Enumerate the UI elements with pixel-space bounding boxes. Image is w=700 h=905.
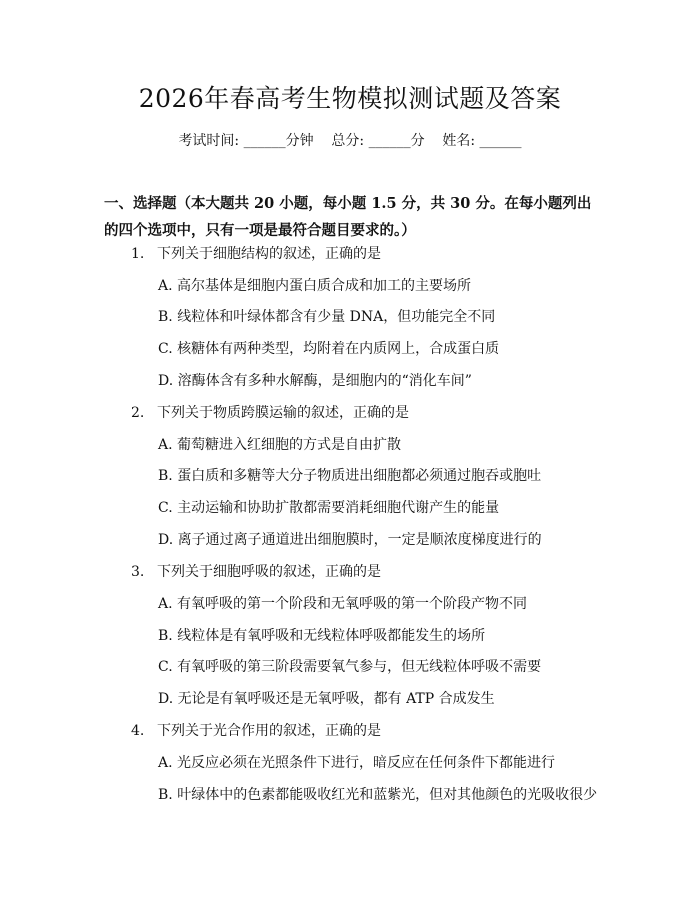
option-d: D. 溶酶体含有多种水解酶，是细胞内的“消化车间”: [158, 373, 472, 389]
option-c: C. 核糖体有两种类型，均附着在内质网上，合成蛋白质: [158, 341, 500, 357]
option-c: C. 有氧呼吸的第三阶段需要氧气参与，但无线粒体呼吸不需要: [158, 659, 542, 675]
question-text: 下列关于细胞呼吸的叙述，正确的是: [157, 564, 381, 580]
question-text: 下列关于物质跨膜运输的叙述，正确的是: [157, 405, 409, 421]
option-b: B. 线粒体和叶绿体都含有少量 DNA，但功能完全不同: [158, 309, 496, 325]
option-c: C. 主动运输和协助扩散都需要消耗细胞代谢产生的能量: [158, 500, 500, 516]
question-number: 2.: [131, 405, 145, 421]
question-stem: [131, 244, 381, 264]
question-number: 3.: [131, 564, 145, 580]
question-text: 下列关于光合作用的叙述，正确的是: [157, 723, 381, 739]
question-stem: [131, 562, 381, 582]
question-text: 下列关于细胞结构的叙述，正确的是: [157, 246, 381, 262]
option-b: B. 蛋白质和多糖等大分子物质进出细胞都必须通过胞吞或胞吐: [158, 468, 542, 484]
question-number: 1.: [131, 246, 145, 262]
page-title: 2026年春高考生物模拟测试题及答案: [138, 84, 562, 113]
question-stem: [131, 721, 381, 741]
option-b: B. 叶绿体中的色素都能吸收红光和蓝紫光，但对其他颜色的光吸收很少: [158, 787, 598, 803]
option-d: D. 无论是有氧呼吸还是无氧呼吸，都有 ATP 合成发生: [158, 691, 495, 707]
option-a: A. 葡萄糖进入红细胞的方式是自由扩散: [158, 437, 402, 453]
option-a: A. 光反应必须在光照条件下进行，暗反应在任何条件下都能进行: [158, 755, 556, 771]
option-b: B. 线粒体是有氧呼吸和无线粒体呼吸都能发生的场所: [158, 628, 486, 644]
section-heading: 一、选择题（本大题共 20 小题，每小题 1.5 分，共 30 分。在每小题列出的四个选项中，只有一项是最符合题目要求的。）: [104, 195, 592, 239]
option-a: A. 有氧呼吸的第一个阶段和无氧呼吸的第一个阶段产物不同: [158, 596, 528, 612]
exam-info-line: 考试时间: ______分钟 总分: ______分 姓名: ______: [178, 133, 522, 149]
option-d: D. 离子通过离子通道进出细胞膜时，一定是顺浓度梯度进行的: [158, 532, 542, 548]
question-stem: [131, 403, 409, 423]
question-number: 4.: [131, 723, 145, 739]
option-a: A. 高尔基体是细胞内蛋白质合成和加工的主要场所: [158, 278, 472, 294]
